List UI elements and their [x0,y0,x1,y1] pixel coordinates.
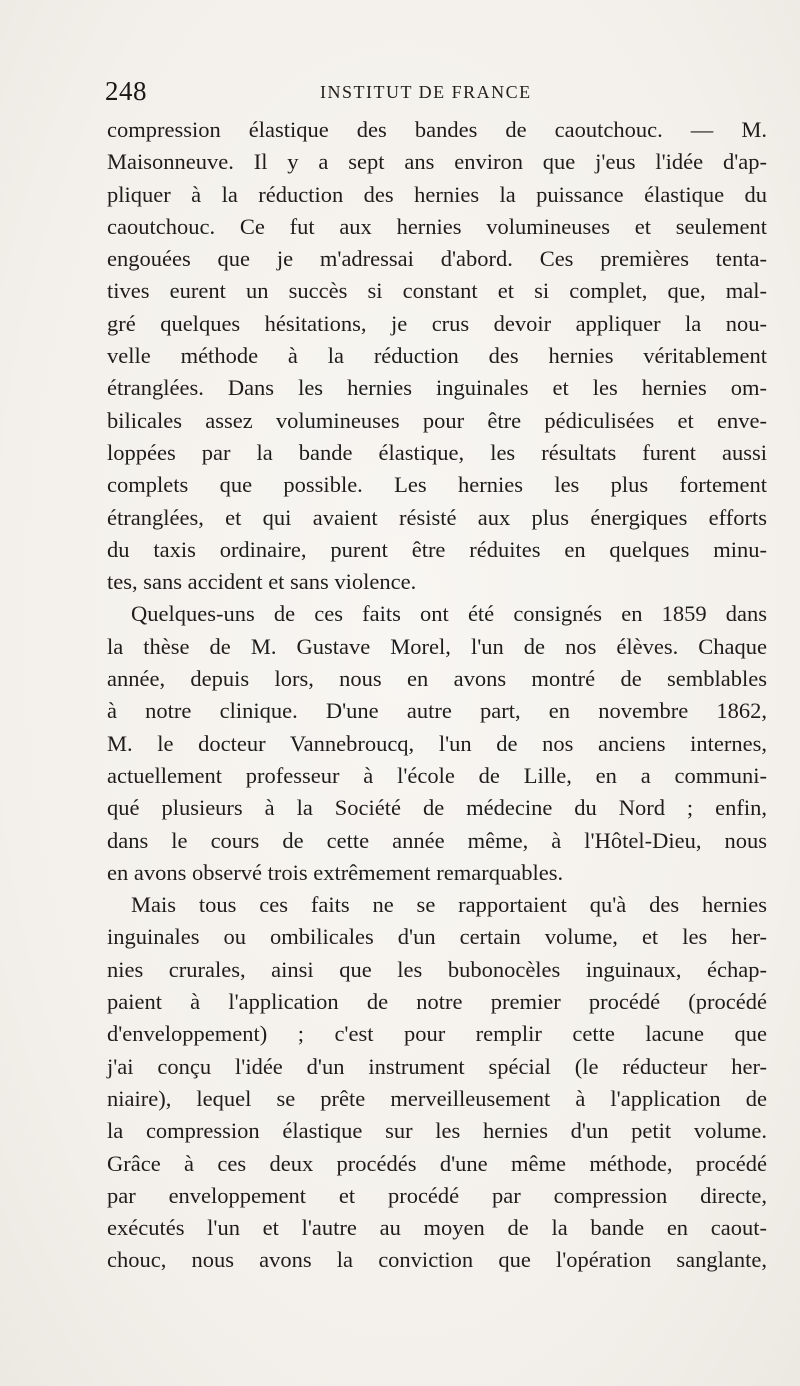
text-line: paient à l'application de notre premier procédé (procédé [107,989,767,1015]
text-line: gré quelques hésitations, je crus devoir appliquer la nou- [107,310,767,336]
text-line: Grâce à ces deux procédés d'une même méthode, procédé [107,1150,767,1176]
text-line: d'enveloppement) ; c'est pour remplir cette lacune que [107,1021,767,1047]
text-line: Maisonneuve. Il y a sept ans environ que j'eus l'idée d'ap- [107,149,767,175]
text-line: complets que possible. Les hernies les plus fortement [107,472,767,498]
running-head: INSTITUT DE FRANCE [320,82,532,102]
text-line: niaire), lequel se prête merveilleusement à l'application de [107,1085,767,1111]
text-line: engouées que je m'adressai d'abord. Ces premières tenta- [107,246,767,272]
text-line: par enveloppement et procédé par compression directe, [107,1182,767,1208]
text-line: tes, sans accident et sans violence. [107,569,417,595]
text-line: en avons observé trois extrêmement remarquables. [107,859,564,885]
text-line: j'ai conçu l'idée d'un instrument spécial (le réducteur her- [107,1053,767,1079]
text-line: la compression élastique sur les hernies d'un petit volume. [107,1118,767,1144]
text-line: année, depuis lors, nous en avons montré de semblables [107,666,767,692]
text-line: du taxis ordinaire, purent être réduites en quelques minu- [107,536,767,562]
text-line: bilicales assez volumineuses pour être pédiculisées et enve- [107,407,767,433]
text-line: étranglées, et qui avaient résisté aux plus énergiques efforts [107,504,767,530]
text-line: chouc, nous avons la conviction que l'opération sanglante, [107,1247,767,1273]
paragraph-2 [107,598,767,889]
text-line: à notre clinique. D'une autre part, en novembre 1862, [107,698,767,724]
text-line: la thèse de M. Gustave Morel, l'un de nos élèves. Chaque [107,633,767,659]
text-line: Mais tous ces faits ne se rapportaient qu'à des hernies [131,892,767,918]
body-text [107,114,767,1277]
text-line: loppées par la bande élastique, les résultats furent aussi [107,439,767,465]
text-line: qué plusieurs à la Société de médecine du Nord ; enfin, [107,795,767,821]
text-line: inguinales ou ombilicales d'un certain volume, et les her- [107,924,767,950]
text-line: compression élastique des bandes de caoutchouc. — M. [107,117,767,142]
text-line: M. le docteur Vannebroucq, l'un de nos anciens internes, [107,730,767,756]
text-line: actuellement professeur à l'école de Lille, en a communi- [107,762,767,788]
text-line: pliquer à la réduction des hernies la puissance élastique du [107,181,767,207]
text-line: Quelques-uns de ces faits ont été consignés en 1859 dans [131,601,767,627]
text-line: caoutchouc. Ce fut aux hernies volumineuses et seulement [107,213,767,239]
text-line: exécutés l'un et l'autre au moyen de la bande en caout- [107,1215,767,1241]
paragraph-3 [107,889,767,1277]
text-line: velle méthode à la réduction des hernies véritablement [107,343,767,369]
page-number: 248 [105,76,147,106]
text-line: étranglées. Dans les hernies inguinales et les hernies om- [107,375,767,401]
text-line: dans le cours de cette année même, à l'Hôtel-Dieu, nous [107,827,767,853]
text-line: tives eurent un succès si constant et si complet, que, mal- [107,278,767,304]
paragraph-1 [107,114,767,598]
text-line: nies crurales, ainsi que les bubonocèles inguinaux, échap- [107,956,767,982]
page-header [105,76,765,110]
